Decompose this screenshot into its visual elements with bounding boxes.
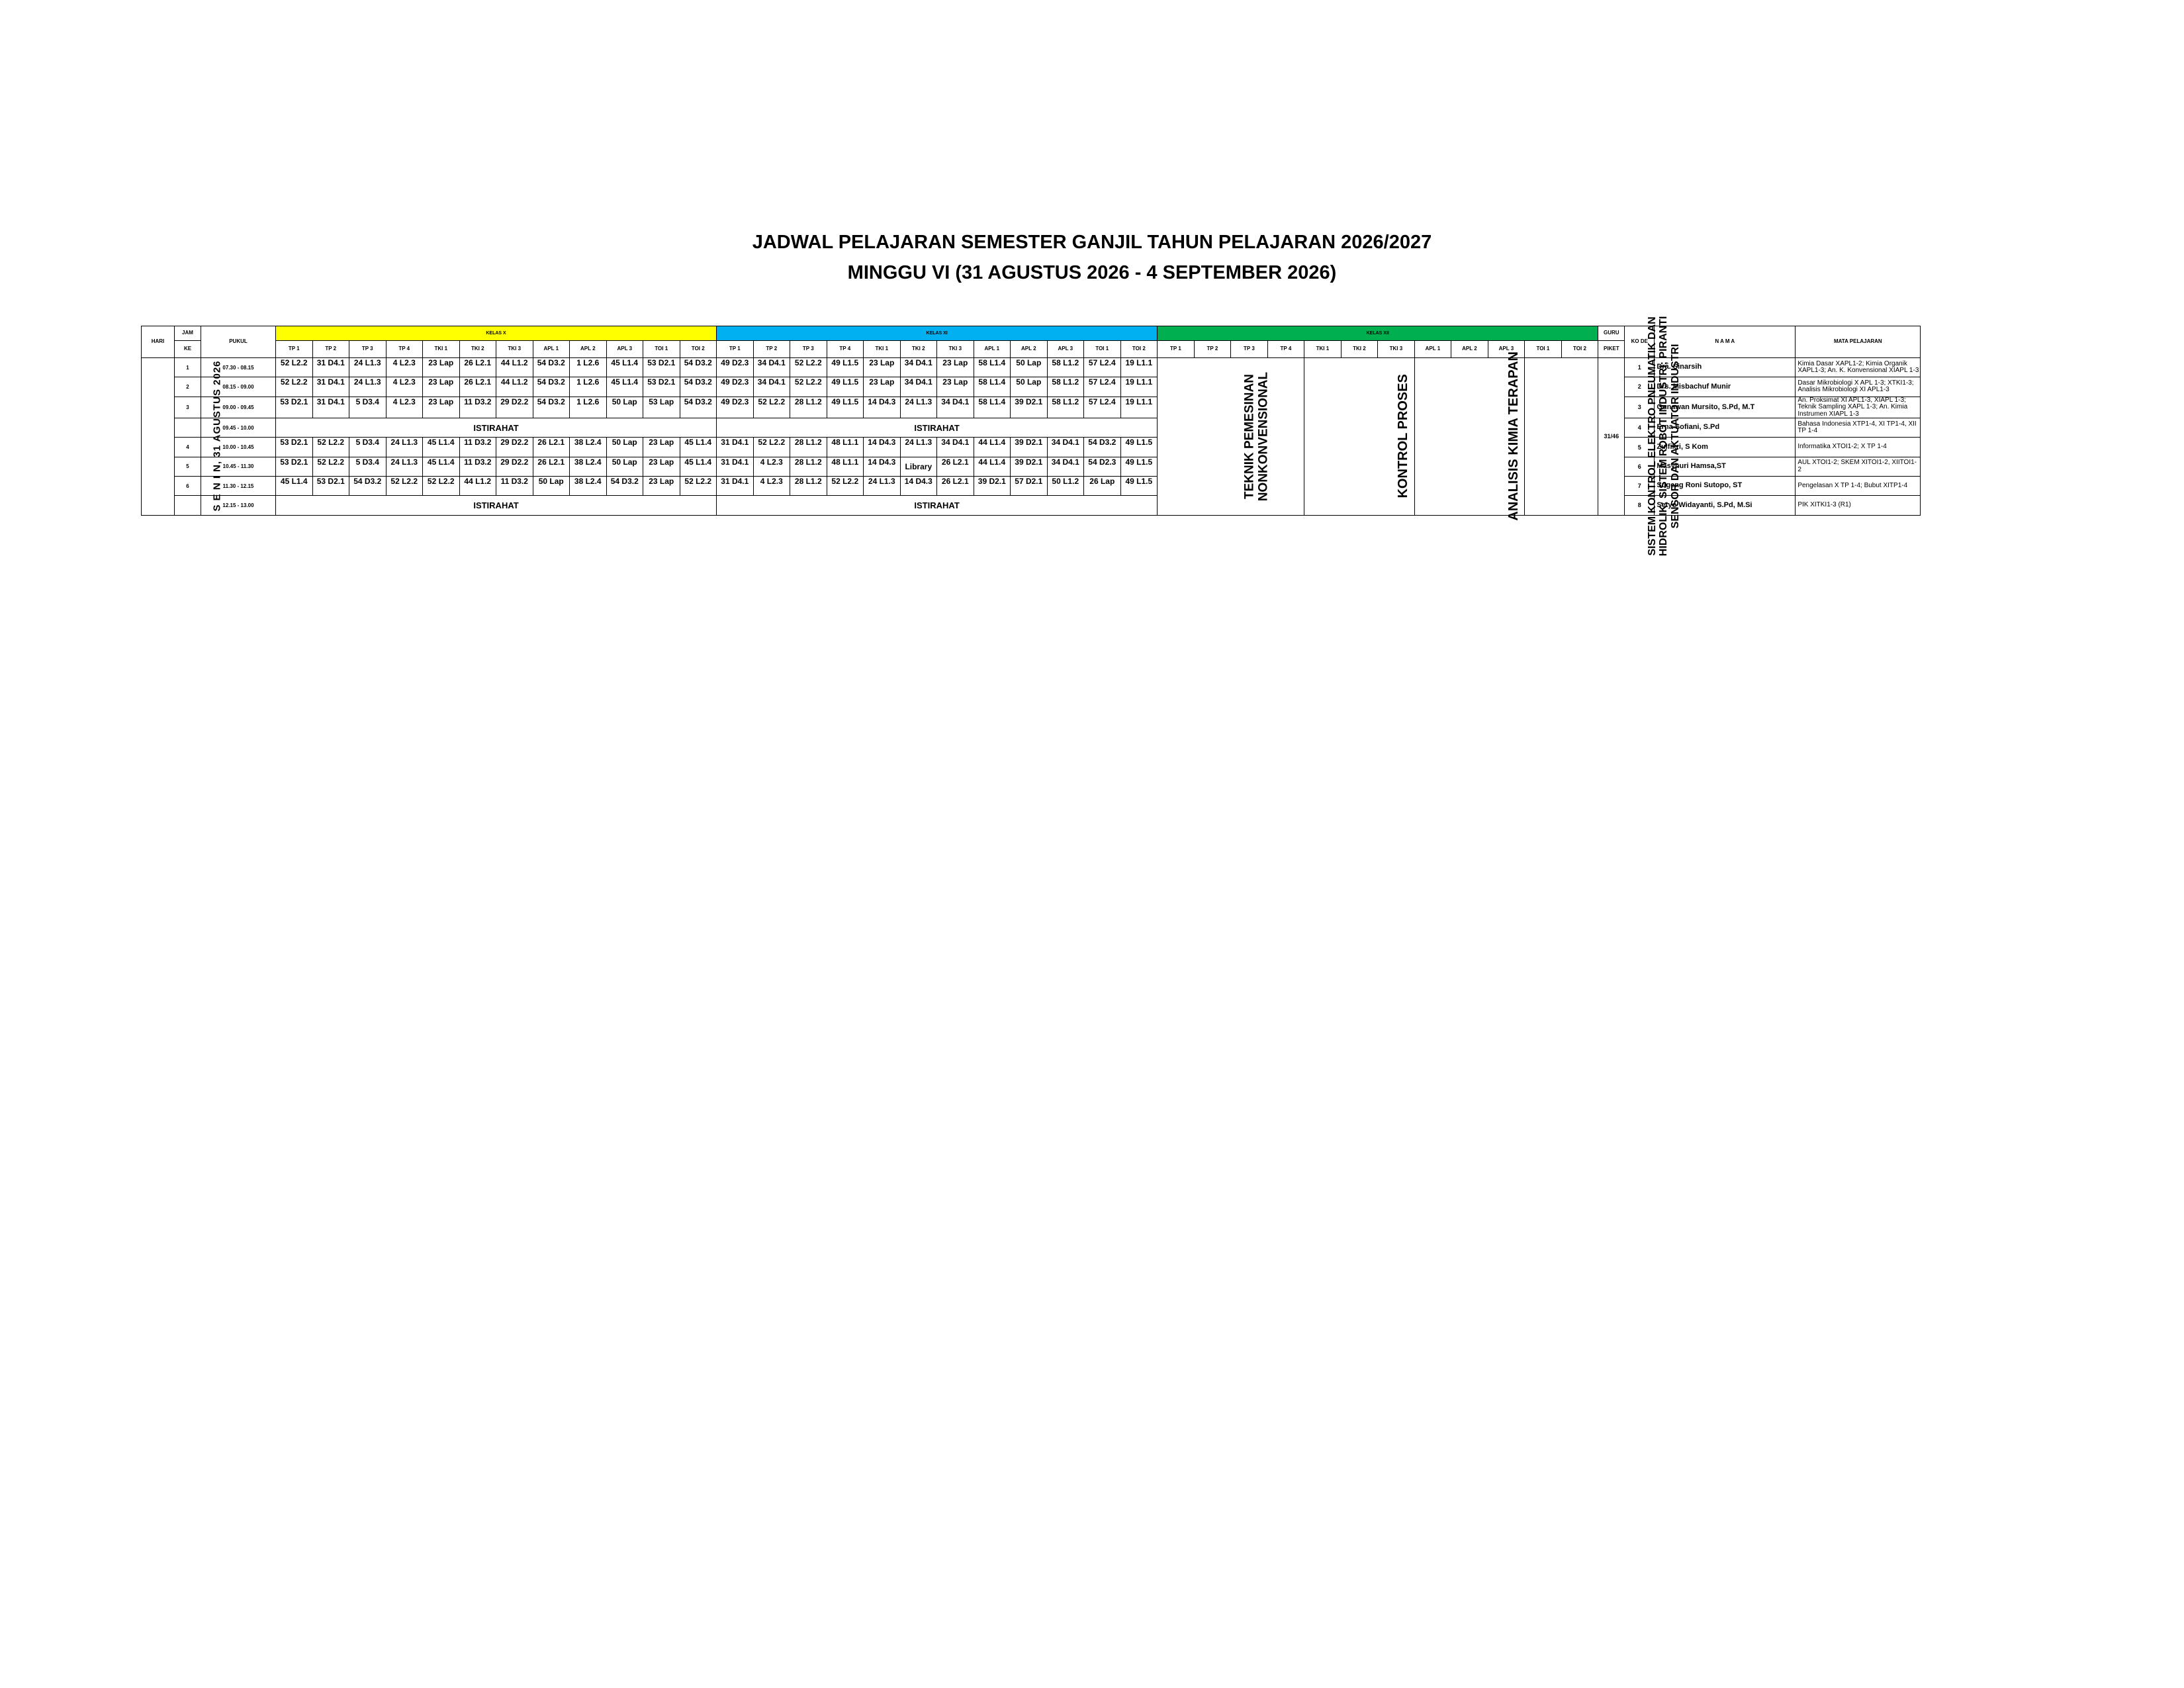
schedule-table xyxy=(141,316,1921,557)
cell-xi: 28 L1.2 xyxy=(790,476,827,495)
cell-x: 45 L1.4 xyxy=(680,438,717,457)
cell-xi: 58 L1.4 xyxy=(974,358,1011,377)
cell-x: 24 L1.3 xyxy=(349,358,387,377)
cell-x: 29 D2.2 xyxy=(496,438,533,457)
teacher-mapel: Dasar Mikrobiologi X APL 1-3; XTKI1-3; Analisis Mikrobiologi XI APL1-3 xyxy=(1796,377,1921,397)
cell-xi: 4 L2.3 xyxy=(753,476,790,495)
cell-xi: 58 L1.2 xyxy=(1047,358,1084,377)
class-header-xi-5: TKI 2 xyxy=(900,341,937,358)
pukul: 08.15 - 09.00 xyxy=(201,377,276,397)
pukul: 12.15 - 13.00 xyxy=(201,496,276,515)
cell-x: 23 Lap xyxy=(423,397,460,418)
class-header-x-11: TOI 2 xyxy=(680,341,717,358)
xii-block-2 xyxy=(1414,352,1525,522)
cell-x: 54 D3.2 xyxy=(533,397,570,418)
cell-xi: 48 L1.1 xyxy=(827,457,864,476)
cell-x: 38 L2.4 xyxy=(570,476,607,495)
class-header-xi-7: APL 1 xyxy=(974,341,1011,358)
cell-x: 38 L2.4 xyxy=(570,438,607,457)
xii-block-1 xyxy=(1304,358,1415,516)
cell-xi: 50 L1.2 xyxy=(1047,476,1084,495)
day-label xyxy=(142,358,223,516)
cell-xi: 44 L1.4 xyxy=(974,438,1011,457)
jam-ke: 5 xyxy=(175,457,201,476)
cell-xi: 44 L1.4 xyxy=(974,457,1011,476)
cell-xi: 50 Lap xyxy=(1011,358,1048,377)
jam-ke xyxy=(175,418,201,438)
teacher-nama: Gunawan Mursito, S.Pd, M.T xyxy=(1655,397,1796,418)
header-ke: KE xyxy=(175,341,201,358)
xii-subject-label: TEKNIK PEMESINAN NONKONVENSIONAL xyxy=(1242,371,1271,501)
jam-ke: 3 xyxy=(175,397,201,418)
cell-xi: 26 Lap xyxy=(1084,476,1121,495)
cell-xi: 26 L2.1 xyxy=(937,457,974,476)
cell-xi: 34 D4.1 xyxy=(1047,457,1084,476)
cell-xi: 54 D3.2 xyxy=(1084,438,1121,457)
teacher-mapel: Informatika XTOI1-2; X TP 1-4 xyxy=(1796,438,1921,457)
cell-xi: 39 D2.1 xyxy=(1011,438,1048,457)
jam-ke: 2 xyxy=(175,377,201,397)
cell-x: 11 D3.2 xyxy=(459,457,496,476)
cell-xi: 49 L1.5 xyxy=(827,377,864,397)
header-jam: JAM xyxy=(175,326,201,341)
cell-x: 23 Lap xyxy=(643,457,680,476)
cell-xi: 39 D2.1 xyxy=(1011,397,1048,418)
class-header-x-9: APL 3 xyxy=(606,341,643,358)
cell-x: 1 L2.6 xyxy=(570,377,607,397)
cell-xi: 52 L2.2 xyxy=(790,358,827,377)
class-header-x-0: TP 1 xyxy=(276,341,313,358)
cell-x: 53 D2.1 xyxy=(276,457,313,476)
cell-xi: 58 L1.4 xyxy=(974,397,1011,418)
teacher-kode: 8 xyxy=(1625,496,1655,515)
header-mapel: MATA PELAJARAN xyxy=(1796,326,1921,358)
cell-xi: 58 L1.2 xyxy=(1047,397,1084,418)
cell-x: 52 L2.2 xyxy=(276,358,313,377)
istirahat-x: ISTIRAHAT xyxy=(276,496,717,515)
schedule-row xyxy=(142,358,1921,377)
teacher-nama: Zulfikri, S Kom xyxy=(1655,438,1796,457)
cell-x: 50 Lap xyxy=(606,457,643,476)
cell-xi: 57 L2.4 xyxy=(1084,397,1121,418)
cell-x: 53 Lap xyxy=(643,397,680,418)
cell-xi: 34 D4.1 xyxy=(1047,438,1084,457)
cell-x: 5 D3.4 xyxy=(349,438,387,457)
cell-x: 52 L2.2 xyxy=(386,476,423,495)
pukul: 10.45 - 11.30 xyxy=(201,457,276,476)
cell-xi: 23 Lap xyxy=(937,358,974,377)
header-kelas-xi: KELAS XI xyxy=(717,326,1158,341)
cell-xi: 49 L1.5 xyxy=(1120,457,1158,476)
cell-xi: 24 L1.3 xyxy=(900,397,937,418)
cell-xi: 31 D4.1 xyxy=(717,438,754,457)
cell-x: 54 D3.2 xyxy=(680,397,717,418)
cell-x: 44 L1.2 xyxy=(459,476,496,495)
cell-x: 23 Lap xyxy=(423,377,460,397)
cell-x: 26 L2.1 xyxy=(459,358,496,377)
jam-ke: 6 xyxy=(175,476,201,495)
class-header-x-2: TP 3 xyxy=(349,341,387,358)
cell-x: 52 L2.2 xyxy=(423,476,460,495)
cell-x: 31 D4.1 xyxy=(312,358,349,377)
cell-x: 54 D3.2 xyxy=(533,377,570,397)
cell-xi: Library xyxy=(900,457,937,476)
cell-xi: 14 D4.3 xyxy=(864,457,901,476)
cell-x: 26 L2.1 xyxy=(459,377,496,397)
cell-x: 54 D3.2 xyxy=(680,358,717,377)
cell-x: 50 Lap xyxy=(606,438,643,457)
teacher-nama: Drs. Misbachuf Munir xyxy=(1655,377,1796,397)
cell-xi: 52 L2.2 xyxy=(790,377,827,397)
cell-xi: 52 L2.2 xyxy=(827,476,864,495)
class-header-xii-11: TOI 2 xyxy=(1561,341,1598,358)
cell-xi: 14 D4.3 xyxy=(864,397,901,418)
header-kode: KO DE xyxy=(1625,326,1655,358)
teacher-nama: Masyhuri Hamsa,ST xyxy=(1655,457,1796,476)
cell-x: 23 Lap xyxy=(423,358,460,377)
cell-x: 52 L2.2 xyxy=(312,438,349,457)
cell-xi: 57 L2.4 xyxy=(1084,377,1121,397)
cell-x: 53 D2.1 xyxy=(276,397,313,418)
cell-xi: 49 L1.5 xyxy=(827,397,864,418)
cell-x: 45 L1.4 xyxy=(606,358,643,377)
cell-xi: 34 D4.1 xyxy=(753,377,790,397)
cell-xi: 19 L1.1 xyxy=(1120,397,1158,418)
page-title: JADWAL PELAJARAN SEMESTER GANJIL TAHUN PELAJARAN 2026/2027 xyxy=(752,232,1432,253)
xii-subject-label: KONTROL PROSES xyxy=(1396,374,1411,498)
class-header-xii-2: TP 3 xyxy=(1231,341,1268,358)
cell-xi: 28 L1.2 xyxy=(790,397,827,418)
cell-x: 53 D2.1 xyxy=(276,438,313,457)
cell-x: 54 D3.2 xyxy=(349,476,387,495)
cell-x: 45 L1.4 xyxy=(680,457,717,476)
cell-xi: 23 Lap xyxy=(937,377,974,397)
pukul: 09.00 - 09.45 xyxy=(201,397,276,418)
class-header-x-10: TOI 1 xyxy=(643,341,680,358)
cell-xi: 49 L1.5 xyxy=(827,358,864,377)
xii-subject-label: SISTEM KONTROL ELEKTRO PNEUMATIK DAN HIDROLIK; SISTEM ROBOT INDUSTRI; PIRANTI SENSOR DAN AKTUATOR INDUSTRI xyxy=(1647,316,1681,557)
cell-x: 4 L2.3 xyxy=(386,358,423,377)
teacher-mapel: Kimia Dasar XAPL1-2; Kimia Organik XAPL1-3; An. K. Konvensional XIAPL 1-3 xyxy=(1796,358,1921,377)
xii-block-0 xyxy=(1158,358,1304,516)
teacher-kode: 4 xyxy=(1625,418,1655,438)
header-guru: GURU xyxy=(1598,326,1625,341)
class-header-xii-9: APL 3 xyxy=(1488,341,1525,358)
cell-xi: 49 D2.3 xyxy=(717,397,754,418)
class-header-xi-3: TP 4 xyxy=(827,341,864,358)
cell-x: 24 L1.3 xyxy=(349,377,387,397)
cell-xi: 54 D2.3 xyxy=(1084,457,1121,476)
cell-x: 52 L2.2 xyxy=(312,457,349,476)
class-header-xii-1: TP 2 xyxy=(1194,341,1231,358)
class-header-x-6: TKI 3 xyxy=(496,341,533,358)
cell-x: 23 Lap xyxy=(643,438,680,457)
cell-x: 54 D3.2 xyxy=(680,377,717,397)
class-header-x-1: TP 2 xyxy=(312,341,349,358)
cell-xi: 23 Lap xyxy=(864,377,901,397)
cell-x: 50 Lap xyxy=(533,476,570,495)
pukul: 10.00 - 10.45 xyxy=(201,438,276,457)
cell-xi: 39 D2.1 xyxy=(1011,457,1048,476)
cell-xi: 52 L2.2 xyxy=(753,397,790,418)
cell-x: 4 L2.3 xyxy=(386,377,423,397)
cell-xi: 34 D4.1 xyxy=(937,397,974,418)
cell-xi: 49 D2.3 xyxy=(717,358,754,377)
cell-xi: 34 D4.1 xyxy=(900,358,937,377)
cell-xi: 26 L2.1 xyxy=(937,476,974,495)
day-name: S E N I N, 31 AGUSTUS 2026 xyxy=(211,360,223,512)
cell-xi: 31 D4.1 xyxy=(717,457,754,476)
teacher-kode: 5 xyxy=(1625,438,1655,457)
class-header-x-4: TKI 1 xyxy=(423,341,460,358)
cell-xi: 31 D4.1 xyxy=(717,476,754,495)
class-header-xii-6: TKI 3 xyxy=(1378,341,1415,358)
cell-x: 11 D3.2 xyxy=(459,438,496,457)
cell-x: 38 L2.4 xyxy=(570,457,607,476)
cell-x: 23 Lap xyxy=(643,476,680,495)
cell-x: 53 D2.1 xyxy=(643,377,680,397)
cell-xi: 34 D4.1 xyxy=(900,377,937,397)
istirahat-xi: ISTIRAHAT xyxy=(717,496,1158,515)
cell-x: 53 D2.1 xyxy=(312,476,349,495)
cell-xi: 49 L1.5 xyxy=(1120,438,1158,457)
header-kelas-xii: KELAS XII xyxy=(1158,326,1598,341)
cell-x: 31 D4.1 xyxy=(312,397,349,418)
cell-x: 45 L1.4 xyxy=(276,476,313,495)
class-header-x-5: TKI 2 xyxy=(459,341,496,358)
cell-x: 50 Lap xyxy=(606,397,643,418)
cell-xi: 50 Lap xyxy=(1011,377,1048,397)
cell-xi: 19 L1.1 xyxy=(1120,358,1158,377)
jam-ke xyxy=(175,496,201,515)
header-hari: HARI xyxy=(142,326,175,358)
cell-x: 26 L2.1 xyxy=(533,438,570,457)
class-header-xi-4: TKI 1 xyxy=(864,341,901,358)
teacher-nama: Sugeng Roni Sutopo, ST xyxy=(1655,476,1796,495)
xii-subject-label: ANALISIS KIMIA TERAPAN xyxy=(1506,352,1521,522)
cell-x: 45 L1.4 xyxy=(606,377,643,397)
teacher-mapel: Pengelasan X TP 1-4; Bubut XITP1-4 xyxy=(1796,476,1921,495)
class-header-x-3: TP 4 xyxy=(386,341,423,358)
cell-xi: 14 D4.3 xyxy=(864,438,901,457)
cell-x: 5 D3.4 xyxy=(349,457,387,476)
cell-xi: 34 D4.1 xyxy=(937,438,974,457)
pukul: 07.30 - 08.15 xyxy=(201,358,276,377)
cell-x: 54 D3.2 xyxy=(533,358,570,377)
cell-xi: 52 L2.2 xyxy=(753,438,790,457)
class-header-xi-8: APL 2 xyxy=(1011,341,1048,358)
page-subtitle: MINGGU VI (31 AGUSTUS 2026 - 4 SEPTEMBER 2026) xyxy=(847,262,1337,283)
cell-xi: 23 Lap xyxy=(864,358,901,377)
jam-ke: 1 xyxy=(175,358,201,377)
class-header-xi-6: TKI 3 xyxy=(937,341,974,358)
teacher-nama: Setyo Widayanti, S.Pd, M.Si xyxy=(1655,496,1796,515)
cell-xi: 24 L1.3 xyxy=(900,438,937,457)
cell-x: 5 D3.4 xyxy=(349,397,387,418)
class-header-xi-2: TP 3 xyxy=(790,341,827,358)
teacher-nama: Erna Sofiani, S.Pd xyxy=(1655,418,1796,438)
cell-x: 53 D2.1 xyxy=(643,358,680,377)
cell-x: 1 L2.6 xyxy=(570,397,607,418)
class-header-xi-1: TP 2 xyxy=(753,341,790,358)
pukul: 09.45 - 10.00 xyxy=(201,418,276,438)
cell-xi: 28 L1.2 xyxy=(790,438,827,457)
cell-xi: 34 D4.1 xyxy=(753,358,790,377)
class-header-x-7: APL 1 xyxy=(533,341,570,358)
cell-x: 4 L2.3 xyxy=(386,397,423,418)
class-header-x-8: APL 2 xyxy=(570,341,607,358)
cell-x: 24 L1.3 xyxy=(386,457,423,476)
class-header-xii-4: TKI 1 xyxy=(1304,341,1342,358)
teacher-kode: 1 xyxy=(1625,358,1655,377)
cell-xi: 58 L1.4 xyxy=(974,377,1011,397)
cell-x: 45 L1.4 xyxy=(423,438,460,457)
cell-x: 31 D4.1 xyxy=(312,377,349,397)
header-nama: N A M A xyxy=(1655,326,1796,358)
cell-x: 54 D3.2 xyxy=(606,476,643,495)
cell-xi: 4 L2.3 xyxy=(753,457,790,476)
teacher-nama: Dra. Sinarsih xyxy=(1655,358,1796,377)
cell-xi: 39 D2.1 xyxy=(974,476,1011,495)
cell-xi: 57 D2.1 xyxy=(1011,476,1048,495)
cell-x: 11 D3.2 xyxy=(459,397,496,418)
header-kelas-x: KELAS X xyxy=(276,326,717,341)
class-header-xi-0: TP 1 xyxy=(717,341,754,358)
istirahat-x: ISTIRAHAT xyxy=(276,418,717,438)
jam-ke: 4 xyxy=(175,438,201,457)
cell-xi: 49 D2.3 xyxy=(717,377,754,397)
cell-x: 29 D2.2 xyxy=(496,457,533,476)
cell-x: 44 L1.2 xyxy=(496,377,533,397)
class-header-xii-10: TOI 1 xyxy=(1525,341,1562,358)
header-pukul: PUKUL xyxy=(201,326,276,358)
cell-x: 11 D3.2 xyxy=(496,476,533,495)
header-piket: PIKET xyxy=(1598,341,1625,358)
cell-xi: 24 L1.3 xyxy=(864,476,901,495)
pukul: 11.30 - 12.15 xyxy=(201,476,276,495)
cell-xi: 49 L1.5 xyxy=(1120,476,1158,495)
teacher-kode: 7 xyxy=(1625,476,1655,495)
cell-xi: 28 L1.2 xyxy=(790,457,827,476)
teacher-mapel: An. Proksimat XI APL1-3, XIAPL 1-3; Teknik Sampling XAPL 1-3; An. Kimia Instrumen XIAPL 1-3 xyxy=(1796,397,1921,418)
cell-x: 29 D2.2 xyxy=(496,397,533,418)
teacher-kode: 2 xyxy=(1625,377,1655,397)
class-header-xii-7: APL 1 xyxy=(1414,341,1451,358)
teacher-mapel: Bahasa Indonesia XTP1-4, XI TP1-4, XII TP 1-4 xyxy=(1796,418,1921,438)
cell-x: 44 L1.2 xyxy=(496,358,533,377)
class-header-xi-9: APL 3 xyxy=(1047,341,1084,358)
cell-x: 45 L1.4 xyxy=(423,457,460,476)
teacher-mapel: PIK XITKI1-3 (R1) xyxy=(1796,496,1921,515)
cell-x: 52 L2.2 xyxy=(680,476,717,495)
teacher-kode: 3 xyxy=(1625,397,1655,418)
cell-xi: 48 L1.1 xyxy=(827,438,864,457)
class-header-xi-11: TOI 2 xyxy=(1120,341,1158,358)
class-header-xii-5: TKI 2 xyxy=(1341,341,1378,358)
cell-x: 52 L2.2 xyxy=(276,377,313,397)
cell-xi: 57 L2.4 xyxy=(1084,358,1121,377)
piket: 31/46 xyxy=(1598,358,1625,516)
istirahat-xi: ISTIRAHAT xyxy=(717,418,1158,438)
class-header-xii-0: TP 1 xyxy=(1158,341,1195,358)
cell-xi: 58 L1.2 xyxy=(1047,377,1084,397)
class-header-xii-3: TP 4 xyxy=(1267,341,1304,358)
cell-xi: 14 D4.3 xyxy=(900,476,937,495)
teacher-kode: 6 xyxy=(1625,457,1655,476)
class-header-xi-10: TOI 1 xyxy=(1084,341,1121,358)
cell-x: 1 L2.6 xyxy=(570,358,607,377)
class-header-xii-8: APL 2 xyxy=(1451,341,1488,358)
cell-x: 26 L2.1 xyxy=(533,457,570,476)
cell-xi: 19 L1.1 xyxy=(1120,377,1158,397)
cell-x: 24 L1.3 xyxy=(386,438,423,457)
teacher-mapel: AUL XTOI1-2; SKEM XITOI1-2, XIITOI1-2 xyxy=(1796,457,1921,476)
